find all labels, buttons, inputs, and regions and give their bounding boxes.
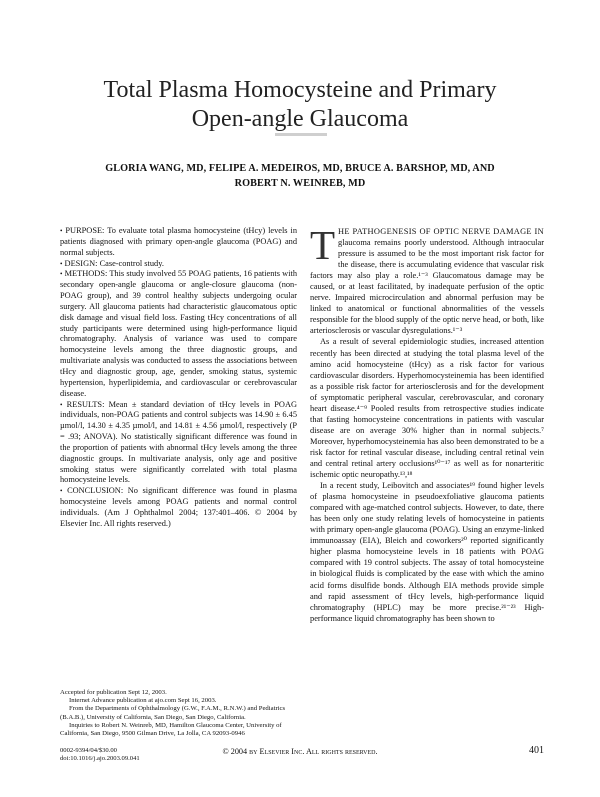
accepted-note: Accepted for publication Sept 12, 2003. — [60, 689, 167, 696]
abstract-conclusion — [60, 486, 297, 529]
body-paragraph-2: As a result of several epidemiologic studies, increased attention recently has been directed at studying the total plasma level of the amino acid homocysteine (tHcy) as a risk factor for various cardiovascular disorders. Hyperhomocysteinemia has been identified as a possible risk factor for arteriosclerosis and for the development of symptomatic peripheral vascular, cerebrovascular, and coronary heart disease.⁴⁻⁹ Pooled results from retrospective studies indicate that fasting homocysteine concentrations in patients with vascular disease are on average 30% higher than in normal subjects.⁷ Moreover, hyperhomocysteinemia has also been demonstrated to be a risk factor for retinal vascular disease, including central retinal vein and central retinal artery occlusions¹⁰⁻¹⁷ as well as for nonarteritic ischemic optic neuropathy.¹³,¹⁸ — [310, 337, 544, 480]
body-paragraph-3: In a recent study, Leibovitch and associates¹⁹ found higher levels of plasma homocysteine in pseudoexfoliative glaucoma patients compared with age-matched control subjects. However, to date, there has been only one study relating levels of homocysteine in patients with primary open-angle glaucoma (POAG). Using an enzyme-linked immunoassay (EIA), Bleich and coworkers²⁰ reported significantly higher plasma homocysteine levels in 18 patients with POAG compared with 19 control subjects. The assay of total homocysteine in biological fluids is complicated by the ease with which the amino acid forms disulfide bonds. Although EIA methods provide simple and rapid assessment of tHcy levels, high-performance liquid chromatography (HPLC) may be more precise.²¹⁻²³ High-performance liquid chromatography has been shown to — [310, 481, 544, 623]
title-line-2: Open-angle Glaucoma — [191, 106, 409, 133]
purpose-heading: PURPOSE: — [65, 226, 105, 235]
affiliation-note: From the Departments of Ophthalmology (G.W., F.A.M., R.N.W.) and Pediatrics (B.A.B.), University of California, San Diego, San Diego, California. — [60, 705, 286, 721]
copyright-text: © 2004 by Elsevier Inc. All rights reserved. — [222, 747, 378, 756]
footer-copyright — [200, 747, 400, 757]
inquiries-note: Inquiries to Robert N. Weinreb, MD, Hamilton Glaucoma Center, University of California, San Diego, 9500 Gilman Drive, La Jolla, CA 92093-0946 — [60, 721, 282, 738]
conclusion-heading: CONCLUSION: — [67, 486, 124, 496]
results-heading: RESULTS: — [66, 399, 105, 409]
opening-small-caps: HE PATHOGENESIS OF OPTIC NERVE DAMAGE IN — [338, 227, 544, 236]
abstract-results — [60, 400, 297, 487]
bullet-icon: • — [60, 259, 63, 268]
body-text — [310, 222, 544, 624]
abstract — [60, 226, 297, 530]
article-notes — [60, 689, 297, 738]
article-title — [40, 76, 560, 134]
author-list — [60, 161, 540, 191]
authors-line-2: ROBERT N. WEINREB, MD — [234, 178, 366, 189]
methods-heading: METHODS: — [64, 269, 108, 279]
paragraph-1-text: glaucoma remains poorly understood. Although intraocular pressure is assumed to be the most important risk factor for the disease, there is accumulating evidence that vascular risk factors may also play a role.¹⁻³ Glaucomatous damage may be caused, or at least facilitated, by inadequate perfusion of the optic nerve. Impaired microcirculation and abnormal perfusion may be linked to anatomical or functional abnormalities of the vessels responsible for the blood supply of the optic nerve head, or both, like arteriosclerosis or vascular dysregulations.¹⁻³ — [310, 238, 544, 336]
bullet-icon: • — [60, 270, 63, 279]
title-line-1: Total Plasma Homocysteine and Primary — [103, 77, 497, 104]
abstract-design — [60, 259, 297, 270]
issn-price: 0002-9394/04/$30.00 — [60, 747, 117, 754]
abstract-purpose — [60, 226, 297, 259]
conclusion-text: No significant difference was found in plasma homocysteine levels among POAG patients and normal control individuals. (Am J Ophthalmol 2004; 137:401–406. © 2004 by Elsevier Inc. All rights reserved.) — [60, 486, 297, 528]
doi: doi:10.1016/j.ajo.2003.09.041 — [60, 755, 140, 762]
internet-note: Internet Advance publication at ajo.com Sept 16, 2003. — [69, 697, 217, 705]
design-text: Case-control study. — [99, 258, 164, 268]
abstract-methods — [60, 269, 297, 399]
drop-cap: T — [310, 222, 336, 268]
bullet-icon: • — [60, 487, 63, 496]
design-heading: DESIGN: — [64, 258, 98, 268]
authors-line-1: GLORIA WANG, MD, FELIPE A. MEDEIROS, MD, BRUCE A. BARSHOP, MD, AND — [105, 163, 495, 174]
footer-codes — [60, 747, 140, 763]
bullet-icon: • — [60, 227, 63, 235]
page-number: 401 — [529, 745, 544, 756]
methods-text: This study involved 55 POAG patients, 16 patients with secondary open-angle glaucoma or angle-closure glaucoma (non-POAG group), and 39 control healthy subjects undergoing ocular surgery. All glaucoma patients had characteristic glaucomatous optic disk damage and visual field loss. Fasting tHcy concentrations of all study participants were determined using high-performance liquid chromatography. Analysis of variance was used to compare homocysteine levels among the three diagnostic groups, and multivariate analysis was conducted to assess the associations between tHcy and diagnostic group, age, gender, smoking status, systemic hypertension, hyperlipidemia, and cardiovascular or cerebrovascular disease. — [60, 269, 298, 398]
title-divider — [275, 133, 327, 136]
body-paragraph-1 — [310, 222, 544, 336]
bullet-icon: • — [60, 400, 63, 409]
purpose-text: To evaluate total plasma homocysteine (tHcy) levels in patients diagnosed with primary open-angle glaucoma (POAG) and normal subjects. — [60, 226, 297, 257]
results-text: Mean ± standard deviation of tHcy levels in POAG individuals, non-POAG patients and control subjects was 14.90 ± 6.45 µmol/l, 14.30 ± 4.35 µmol/l, and 14.81 ± 4.56 µmol/l, respectively (P = .93; ANOVA). No statistically significant difference was found in the proportion of patients with abnormal tHcy levels among the three diagnostic groups. In multivariate analysis, only age and positive smoking status were significantly correlated with total plasma homocysteine levels. — [60, 399, 298, 485]
